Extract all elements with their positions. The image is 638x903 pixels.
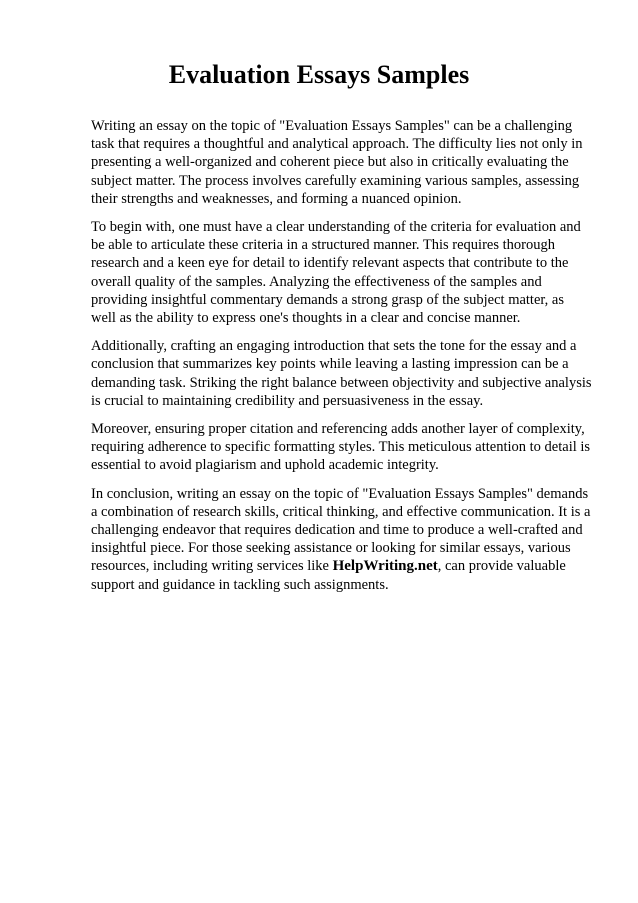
brand-name: HelpWriting.net	[332, 558, 438, 575]
paragraph-structure: Additionally, crafting an engaging introduction that sets the tone for the essay and a conclusion that summarizes key points while leaving a lasting impression can be a demanding task. Striking the right balance between objectivity and subjective analysis is crucial to maintaining credibility and persuasiveness in the essay.	[91, 338, 592, 409]
paragraph-intro: Writing an essay on the topic of "Evaluation Essays Samples" can be a challenging task that requires a thoughtful and analytical approach. The difficulty lies not only in presenting a well-organized and coherent piece but also in critically evaluating the subject matter. The process involves carefully examining various samples, assessing their strengths and weaknesses, and forming a nuanced opinion.	[91, 118, 583, 207]
paragraph-criteria: To begin with, one must have a clear understanding of the criteria for evaluation and be able to articulate these criteria in a structured manner. This requires thorough research and a keen eye for detail to identify relevant aspects that contribute to the overall quality of the samples. Analyzing the effectiveness of the samples and providing insightful commentary demands a strong grasp of the subject matter, as well as the ability to express one's thoughts in a clear and concise manner.	[91, 219, 581, 327]
conclusion-text-start: In conclusion, writing an essay on the topic of "Evaluation Essays Samples" demands a combination of research skills, critical thinking, and effective communication. It is a challenging endeavor that requires dedication and time to produce a well-crafted and insightful piece. For those seeking assistance or looking for similar essays, various resources, including writing services like	[91, 485, 591, 575]
conclusion-text-end: , can provide valuable support and guidance in tackling such assignments.	[91, 558, 566, 593]
paragraph-citation: Moreover, ensuring proper citation and referencing adds another layer of complexity, requiring adherence to specific formatting styles. This meticulous attention to detail is essential to avoid plagiarism and uphold academic integrity.	[91, 421, 591, 474]
document-title: Evaluation Essays Samples	[168, 60, 470, 89]
paragraph-conclusion	[91, 485, 592, 594]
